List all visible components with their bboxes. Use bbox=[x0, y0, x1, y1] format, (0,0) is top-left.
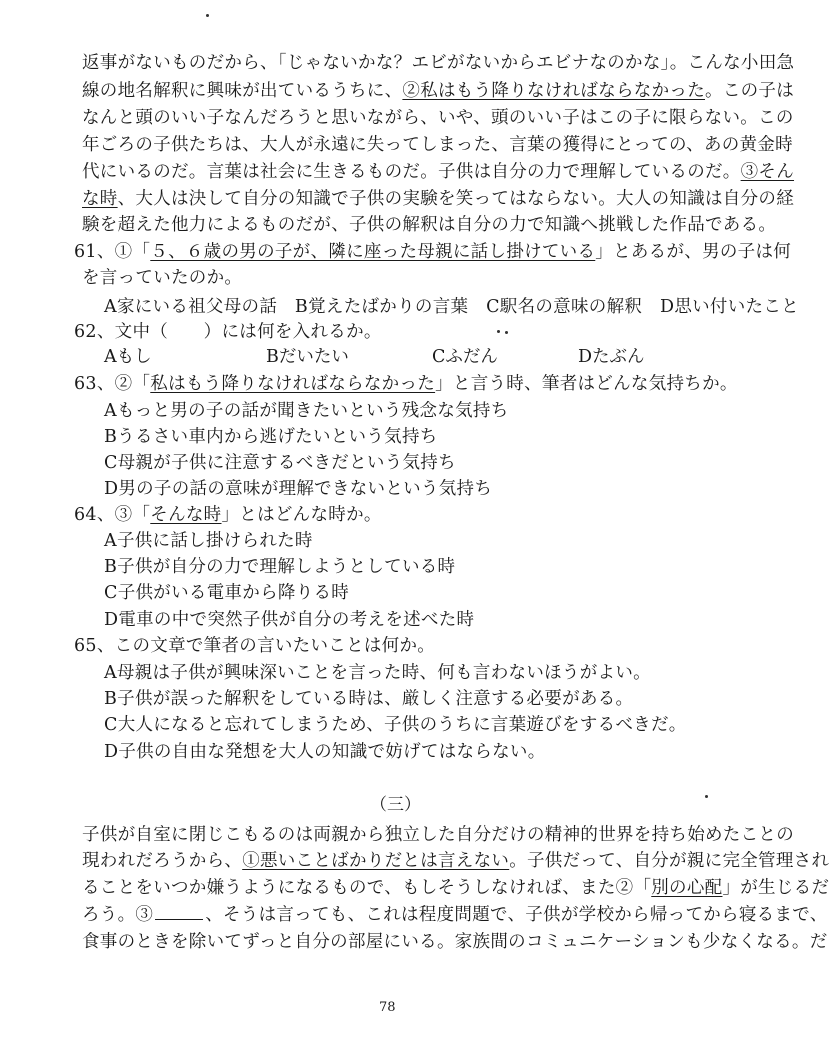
scan-speck bbox=[497, 330, 500, 333]
q65-option-a: A母親は子供が興味深いことを言った時、何も言わないほうがよい。 bbox=[104, 663, 651, 683]
underline-ref-3b: な時 bbox=[82, 189, 118, 209]
question-61: 61、①「５、６歳の男の子が、隣に座った母親に話し掛けている」とあるが、男の子は何 bbox=[74, 242, 792, 262]
q64-option-c: C子供がいる電車から降りる時 bbox=[104, 583, 350, 603]
p3-underline-ref-2: 別の心配 bbox=[651, 878, 723, 898]
q62-option-c: Cふだん bbox=[432, 347, 498, 367]
p3-underline-ref-1: ①悪いことばかりだとは言えない bbox=[242, 851, 510, 871]
answer-blank bbox=[155, 905, 203, 920]
page-number: 78 bbox=[379, 1000, 396, 1015]
q63-option-c: C母親が子供に注意するべきだという気持ち bbox=[104, 453, 456, 473]
scan-speck bbox=[505, 331, 508, 334]
scan-speck bbox=[705, 795, 708, 798]
q63-option-b: Bうるさい車内から逃げたいという気持ち bbox=[104, 427, 438, 447]
q63-option-d: D男の子の話の意味が理解できないという気持ち bbox=[104, 479, 493, 499]
passage-line-6: な時、大人は決して自分の知識で子供の実験を笑ってはならない。大人の知識は自分の経 bbox=[82, 189, 795, 209]
q62-option-a: Aもし bbox=[104, 347, 152, 367]
q63-underlined: 私はもう降りなければならなかった bbox=[150, 374, 436, 394]
q64-option-d: D電車の中で突然子供が自分の考えを述べた時 bbox=[104, 610, 475, 630]
q62-option-b: Bだいたい bbox=[266, 347, 349, 367]
passage-line-4: 年ごろの子供たちは、大人が永遠に失ってしまった、言葉の獲得にとっての、あの黄金時 bbox=[82, 135, 793, 155]
passage-line-7: 験を超えた他力によるものだが、子供の解釈は自分の力で知識へ挑戦した作品である。 bbox=[82, 215, 777, 235]
question-62: 62、文中（ ）には何を入れるか。 bbox=[74, 322, 382, 342]
question-64: 64、③「そんな時」とはどんな時か。 bbox=[74, 505, 382, 525]
passage-line-1: 返事がないものだから、「じゃないかな？エビがないからエビナなのかな」。こんな小田急 bbox=[82, 53, 795, 73]
question-65: 65、この文章で筆者の言いたいことは何か。 bbox=[74, 636, 436, 656]
q65-option-c: C大人になると忘れてしまうため、子供のうちに言葉遊びをするべきだ。 bbox=[104, 715, 687, 735]
q65-option-d: D子供の自由な発想を大人の知識で妨げてはならない。 bbox=[104, 742, 546, 762]
passage-line-2: 線の地名解釈に興味が出ているうちに、②私はもう降りなければならなかった。この子は bbox=[82, 81, 795, 101]
passage3-line-3: ることをいつか嫌うようになるもので、もしそうしなければ、また②「別の心配」が生じるだ bbox=[82, 878, 829, 898]
question-63: 63、②「私はもう降りなければならなかった」と言う時、筆者はどんな気持ちか。 bbox=[74, 374, 738, 394]
passage-line-5: 代にいるのだ。言葉は社会に生きるものだ。子供は自分の力で理解しているのだ。③そん bbox=[82, 162, 795, 182]
q64-underlined: そんな時 bbox=[150, 505, 222, 525]
passage3-line-4: ろう。③ 、そうは言っても、これは程度問題で、子供が学校から帰ってから寝るまで、 bbox=[82, 905, 828, 925]
q64-option-a: A子供に話し掛けられた時 bbox=[104, 531, 313, 551]
underline-ref-3a: ③そん bbox=[740, 162, 795, 182]
q61-underlined: ５、６歳の男の子が、隣に座った母親に話し掛けている bbox=[150, 242, 596, 262]
passage3-line-5: 食事のときを除いてずっと自分の部屋にいる。家族間のコミュニケーションも少なくなる。だ bbox=[82, 932, 828, 952]
passage-line-3: なんと頭のいい子なんだろうと思いながら、いや、頭のいい子はこの子に限らない。この bbox=[82, 108, 794, 128]
question-61-cont: を言っていたのか。 bbox=[82, 268, 243, 288]
q65-option-b: B子供が誤った解釈をしている時は、厳しく注意する必要がある。 bbox=[104, 689, 634, 709]
q63-option-a: Aもっと男の子の話が聞きたいという残念な気持ち bbox=[104, 401, 509, 421]
passage3-line-2: 現われだろうから、①悪いことばかりだとは言えない。子供だって、自分が親に完全管理され bbox=[82, 851, 829, 871]
passage3-line-1: 子供が自室に閉じこもるのは両親から独立した自分だけの精神的世界を持ち始めたことの bbox=[82, 825, 794, 845]
q64-option-b: B子供が自分の力で理解しようとしている時 bbox=[104, 557, 456, 577]
section-title: （三） bbox=[370, 795, 421, 815]
scan-speck bbox=[206, 14, 209, 17]
underline-ref-2: ②私はもう降りなければならなかった bbox=[402, 81, 706, 101]
q61-options: A家にいる祖父母の話 B覚えたばかりの言葉 C駅名の意味の解釈 D思い付いたこと bbox=[104, 297, 799, 317]
q62-option-d: Dたぶん bbox=[578, 347, 645, 367]
